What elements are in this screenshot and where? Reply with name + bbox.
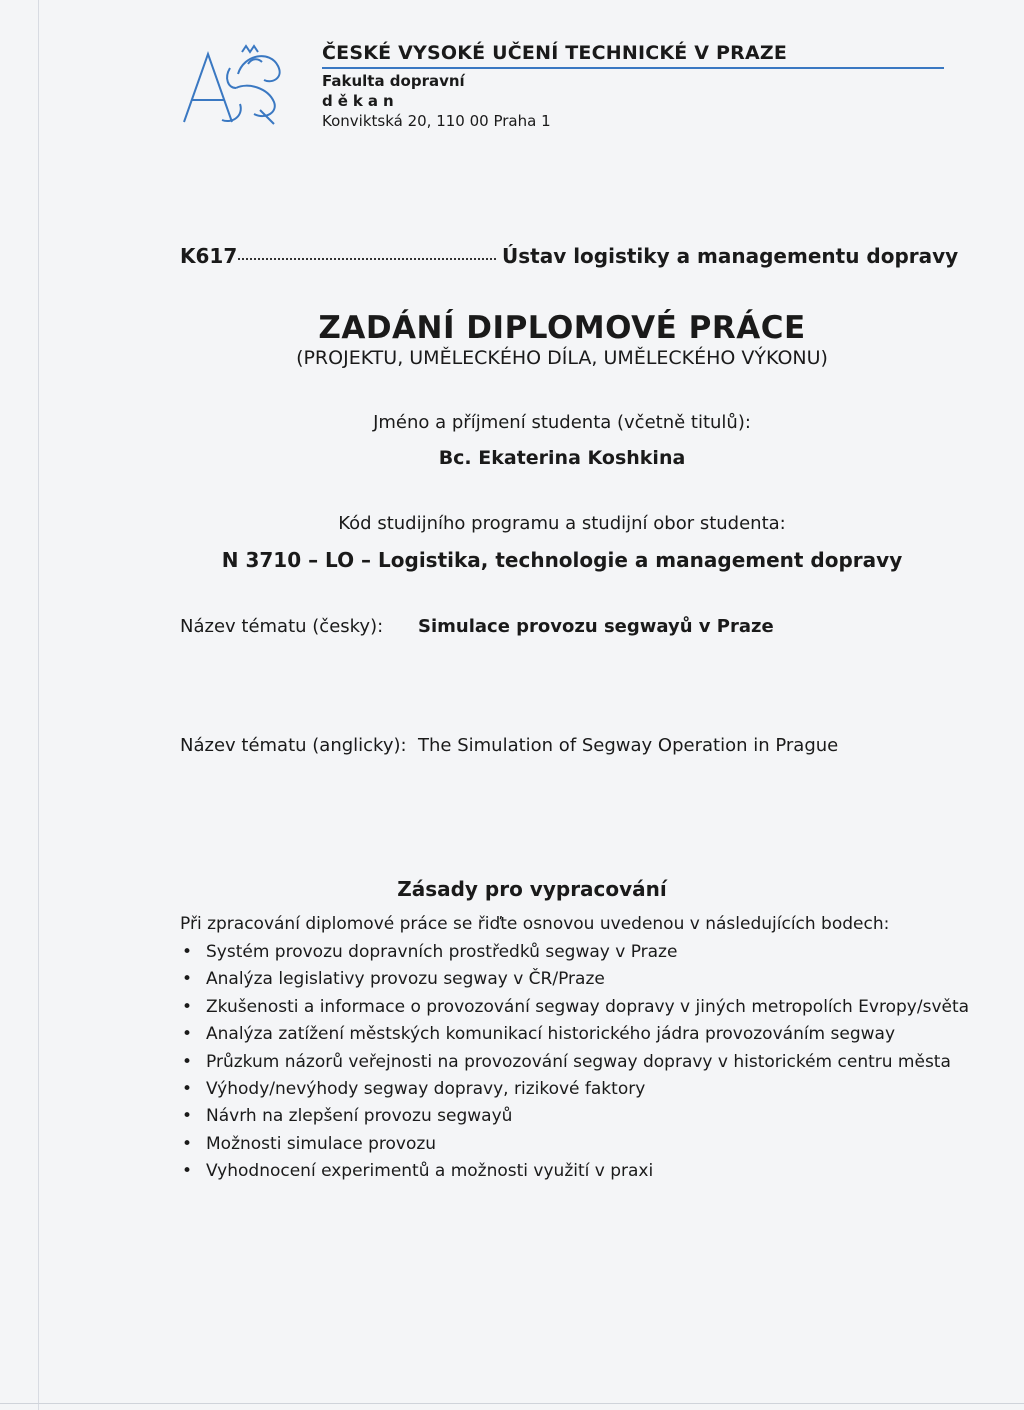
list-item (180, 968, 969, 995)
scan-edge-line (38, 0, 39, 1410)
department-name: Ústav logistiky a managementu dopravy (502, 244, 959, 268)
program-label: Kód studijního programu a studijní obor studenta: (338, 513, 786, 534)
dean-label: děkan (322, 92, 399, 110)
scan-bottom-line (0, 1403, 1024, 1404)
list-item (180, 1105, 969, 1132)
bullet-icon: • (182, 1133, 193, 1154)
rules-list (180, 941, 969, 1188)
document-title: ZADÁNÍ DIPLOMOVÉ PRÁCE (318, 310, 806, 346)
bullet-icon: • (182, 969, 193, 990)
department-dotted-leader (238, 258, 496, 260)
list-item-text: Možnosti simulace provozu (206, 1133, 437, 1154)
document-subtitle: (PROJEKTU, UMĚLECKÉHO DÍLA, UMĚLECKÉHO VÝKONU) (296, 347, 828, 369)
rules-intro: Při zpracování diplomové práce se řiďte osnovou uvedenou v následujících bodech: (180, 914, 890, 934)
program-value: N 3710 – LO – Logistika, technologie a management dopravy (221, 548, 903, 572)
topic-czech-value: Simulace provozu segwayů v Praze (418, 616, 774, 637)
bullet-icon: • (182, 1024, 193, 1045)
list-item (180, 1051, 969, 1078)
list-item-text: Průzkum názorů veřejnosti na provozování segway dopravy v historickém centru města (206, 1051, 951, 1072)
rules-heading: Zásady pro vypracování (397, 877, 667, 901)
list-item-text: Vyhodnocení experimentů a možnosti využití v praxi (206, 1161, 654, 1182)
student-name: Bc. Ekaterina Koshkina (438, 447, 686, 469)
faculty-address: Konviktská 20, 110 00 Praha 1 (322, 112, 551, 130)
list-item-text: Zkušenosti a informace o provozování segway dopravy v jiných metropolích Evropy/světa (206, 996, 970, 1017)
list-item-text: Výhody/nevýhody segway dopravy, rizikové faktory (206, 1078, 646, 1099)
list-item (180, 1160, 969, 1187)
topic-english-value: The Simulation of Segway Operation in Prague (418, 735, 839, 756)
bullet-icon: • (182, 1106, 193, 1127)
topic-english-label: Název tématu (anglicky): (180, 735, 407, 756)
student-label: Jméno a příjmení studenta (včetně titulů): (373, 412, 751, 433)
university-name: ČESKÉ VYSOKÉ UČENÍ TECHNICKÉ V PRAZE (322, 42, 788, 64)
list-item (180, 996, 969, 1023)
list-item-text: Návrh na zlepšení provozu segwayů (206, 1106, 513, 1127)
bullet-icon: • (182, 1051, 193, 1072)
bullet-icon: • (182, 942, 193, 962)
list-item (180, 1133, 969, 1160)
faculty-name: Fakulta dopravní (322, 72, 465, 90)
list-item (180, 1078, 969, 1105)
list-item (180, 941, 969, 968)
list-item-text: Analýza legislativy provozu segway v ČR/Praze (206, 969, 605, 990)
bullet-icon: • (182, 1078, 193, 1099)
university-lion-logo-icon (178, 44, 290, 130)
list-item-text: Analýza zatížení městských komunikací historického jádra provozováním segway (206, 1024, 896, 1045)
department-code: K617 (180, 244, 238, 268)
bullet-icon: • (182, 996, 193, 1017)
list-item-text: Systém provozu dopravních prostředků segway v Praze (206, 942, 678, 962)
header-rule (322, 67, 944, 69)
topic-czech-label: Název tématu (česky): (180, 616, 384, 637)
bullet-icon: • (182, 1161, 193, 1182)
list-item (180, 1023, 969, 1050)
